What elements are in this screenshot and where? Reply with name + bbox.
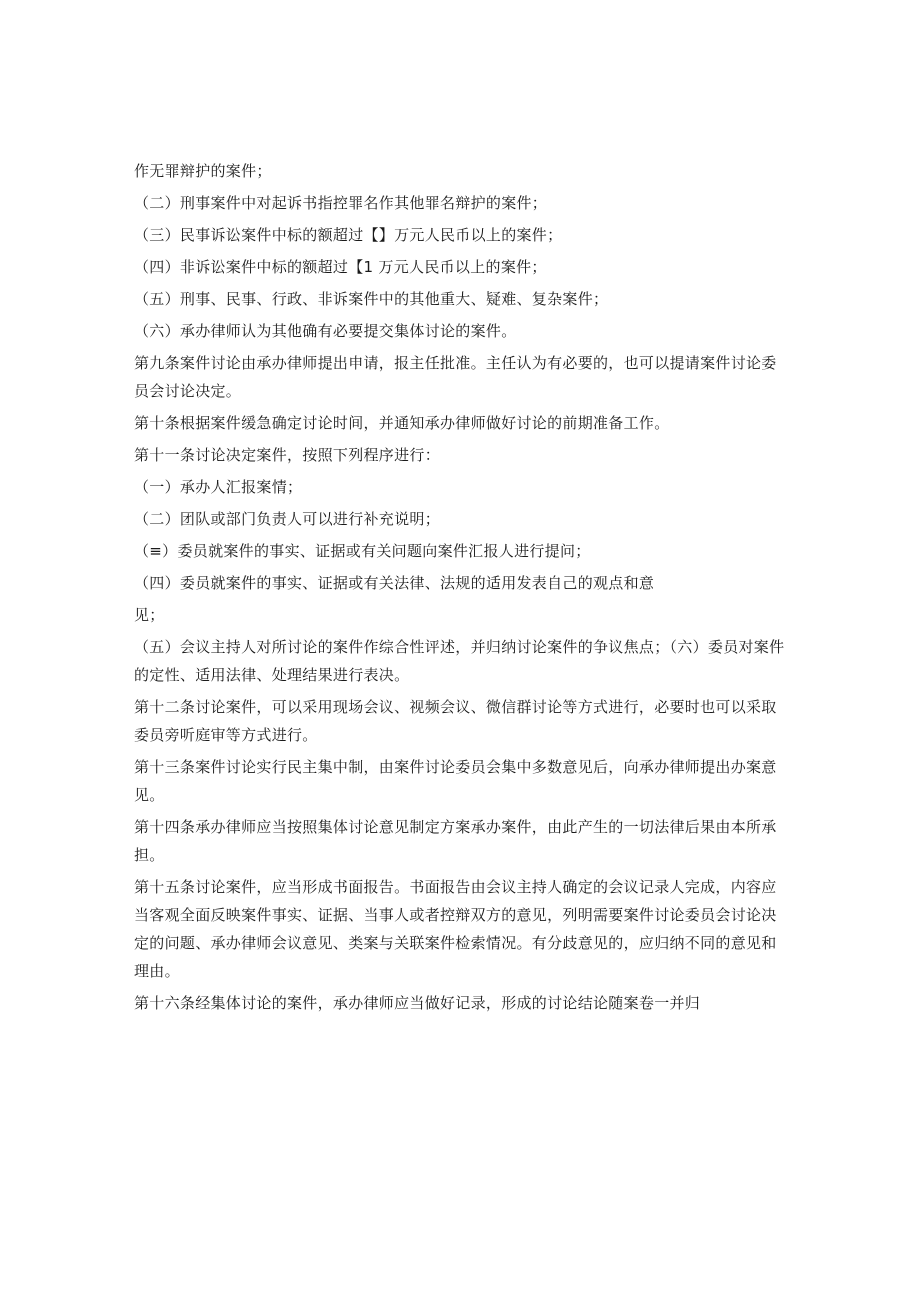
paragraph-article-15: 第十五条讨论案件，应当形成书面报告。书面报告由会议主持人确定的会议记录人完成，内容应当客观全面反映案件事实、证据、当事人或者控辩双方的意见，列明需要案件讨论委员会讨论决定的问题、承办律师会议意见、类案与关联案件检索情况。有分歧意见的，应归纳不同的意见和理由。 — [134, 878, 777, 980]
paragraph-line: （三）民事诉讼案件中标的额超过【】万元人民币以上的案件； — [134, 226, 563, 244]
paragraph-line: （二）刑事案件中对起诉书指控罪名作其他罪名辩护的案件； — [134, 194, 548, 212]
paragraph-line: 作无罪辩护的案件； — [134, 162, 272, 180]
paragraph-line: 见； — [134, 606, 165, 624]
paragraph-line: （六）承办律师认为其他确有必要提交集体讨论的案件。 — [134, 322, 517, 340]
paragraph-article-13: 第十三条案件讨论实行民主集中制，由案件讨论委员会集中多数意见后，向承办律师提出办案意见。 — [134, 758, 777, 804]
paragraph-line: （二）团队或部门负责人可以进行补充说明； — [134, 510, 441, 528]
paragraph-article-16: 第十六条经集体讨论的案件，承办律师应当做好记录，形成的讨论结论随案卷一并归 — [134, 994, 701, 1012]
paragraph-article-14: 第十四条承办律师应当按照集体讨论意见制定方案承办案件，由此产生的一切法律后果由本所承担。 — [134, 818, 777, 864]
paragraph-article-9: 第九条案件讨论由承办律师提出申请，报主任批准。主任认为有必要的，也可以提请案件讨论委员会讨论决定。 — [134, 354, 777, 400]
paragraph-line: （≡）委员就案件的事实、证据或有关问题向案件汇报人进行提问； — [134, 542, 591, 560]
paragraph-line: （四）非诉讼案件中标的额超过【1 万元人民币以上的案件； — [134, 258, 547, 276]
paragraph-article-11: 第十一条讨论决定案件，按照下列程序进行： — [134, 446, 441, 464]
paragraph-line: （一）承办人汇报案情； — [134, 478, 303, 496]
paragraph-line: （五）会议主持人对所讨论的案件作综合性评述，并归纳讨论案件的争议焦点；（六）委员对案件的定性、适用法律、处理结果进行表决。 — [134, 638, 785, 684]
paragraph-line: （四）委员就案件的事实、证据或有关法律、法规的适用发表自己的观点和意 — [134, 574, 655, 592]
paragraph-article-12: 第十二条讨论案件，可以采用现场会议、视频会议、微信群讨论等方式进行，必要时也可以采取委员旁听庭审等方式进行。 — [134, 698, 777, 744]
paragraph-article-10: 第十条根据案件缓急确定讨论时间，并通知承办律师做好讨论的前期准备工作。 — [134, 414, 670, 432]
paragraph-line: （五）刑事、民事、行政、非诉案件中的其他重大、疑难、复杂案件； — [134, 290, 609, 308]
document-body — [134, 157, 786, 1021]
